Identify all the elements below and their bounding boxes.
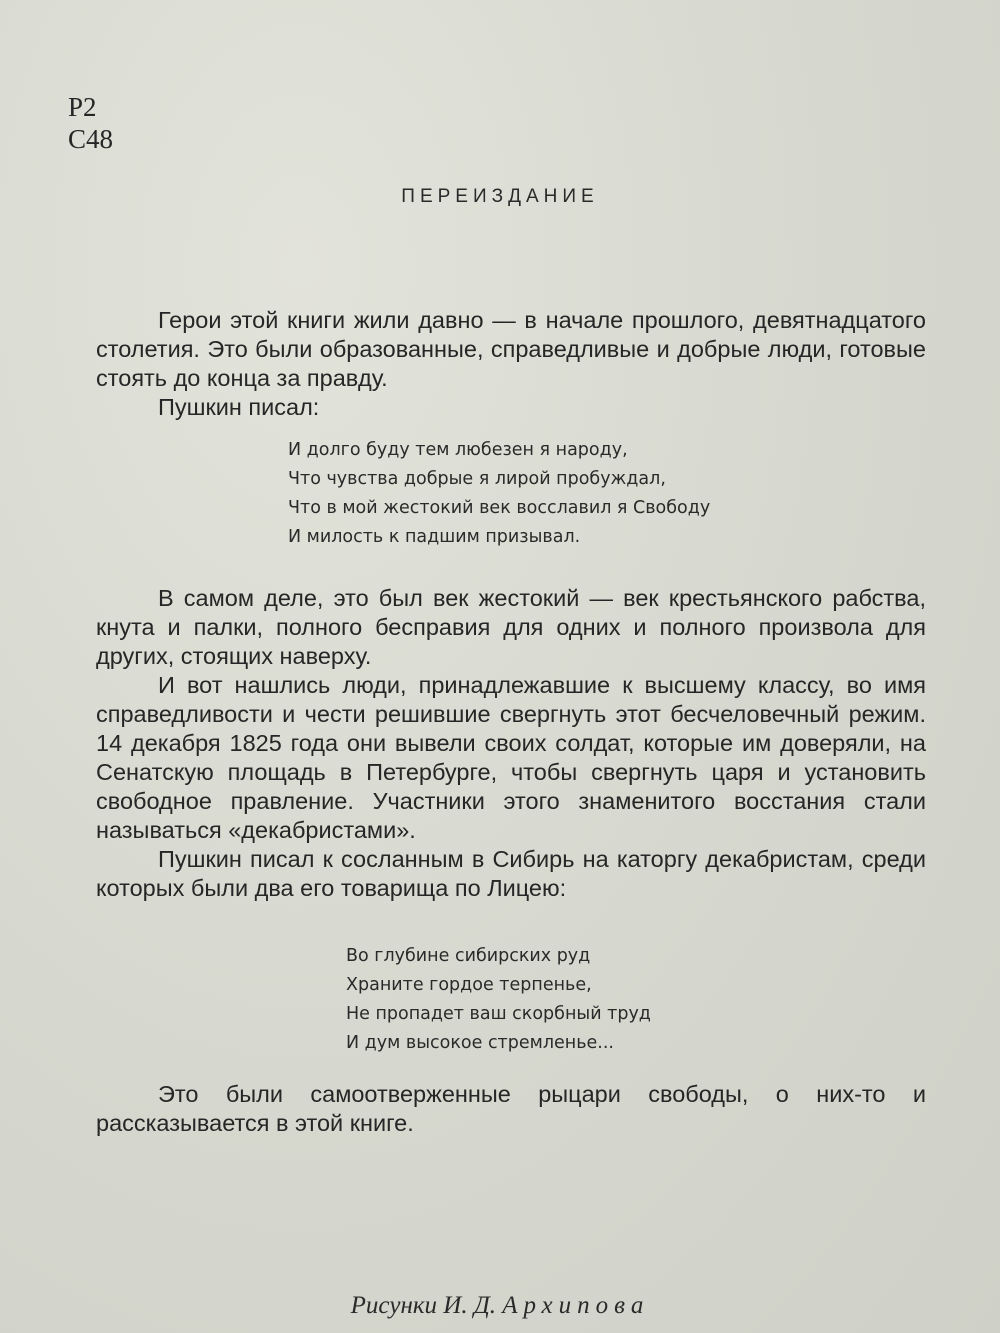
verse-line: Во глубине сибирских руд <box>346 946 591 966</box>
verse-line: Не пропадет ваш скорбный труд <box>346 1004 651 1024</box>
verse-quote-1 <box>288 436 710 552</box>
intro-text <box>96 306 926 422</box>
verse-line: И дум высокое стремленье... <box>346 1033 614 1053</box>
verse-line: И долго буду тем любезен я народу, <box>288 440 628 460</box>
verse-line: И милость к падшим призывал. <box>288 527 581 547</box>
credit-prefix: Рисунки И. Д. <box>350 1292 497 1319</box>
illustrator-credit <box>0 1292 1000 1320</box>
verse-line: Что в мой жестокий век восславил я Свободу <box>288 498 711 518</box>
classification-code-1: Р2 <box>68 92 97 122</box>
verse-line: Храните гордое терпенье, <box>346 975 592 995</box>
paragraph: Пушкин писал к сосланным в Сибирь на каторгу декабристам, среди которых были два его товарища по Лицею: <box>96 846 926 901</box>
verse-line: Что чувства добрые я лирой пробуждал, <box>288 469 666 489</box>
classification-code-2: С48 <box>68 124 114 154</box>
paragraph: И вот нашлись люди, принадлежавшие к высшему классу, во имя справедливости и чести решившие свергнуть этот бесчеловечный режим. 14 декабря 1825 года они вывели своих солдат, которые им доверяли, на Сенатскую площадь в Петербурге, чтобы свергнуть царя и установить свободное правление. Участники этого знаменитого восстания стали называться «декабристами». <box>96 672 926 843</box>
verse-quote-2 <box>346 942 651 1058</box>
credit-name: Архипова <box>502 1292 650 1319</box>
paragraph: Это были самоотверженные рыцари свободы, о них-то и рассказывается в этой книге. <box>96 1081 926 1136</box>
paragraph: В самом деле, это был век жестокий — век крестьянского рабства, кнута и палки, полного бесправия для одних и полного произвола для других, стоящих наверху. <box>96 585 926 669</box>
paragraph: Герои этой книги жили давно — в начале прошлого, девятнадцатого столетия. Это были образованные, справедливые и добрые люди, готовые стоять до конца за правду. <box>96 307 926 391</box>
page-heading: ПЕРЕИЗДАНИЕ <box>401 186 599 207</box>
closing-text <box>96 1080 926 1138</box>
main-text <box>96 584 926 903</box>
paragraph: Пушкин писал: <box>158 394 320 420</box>
